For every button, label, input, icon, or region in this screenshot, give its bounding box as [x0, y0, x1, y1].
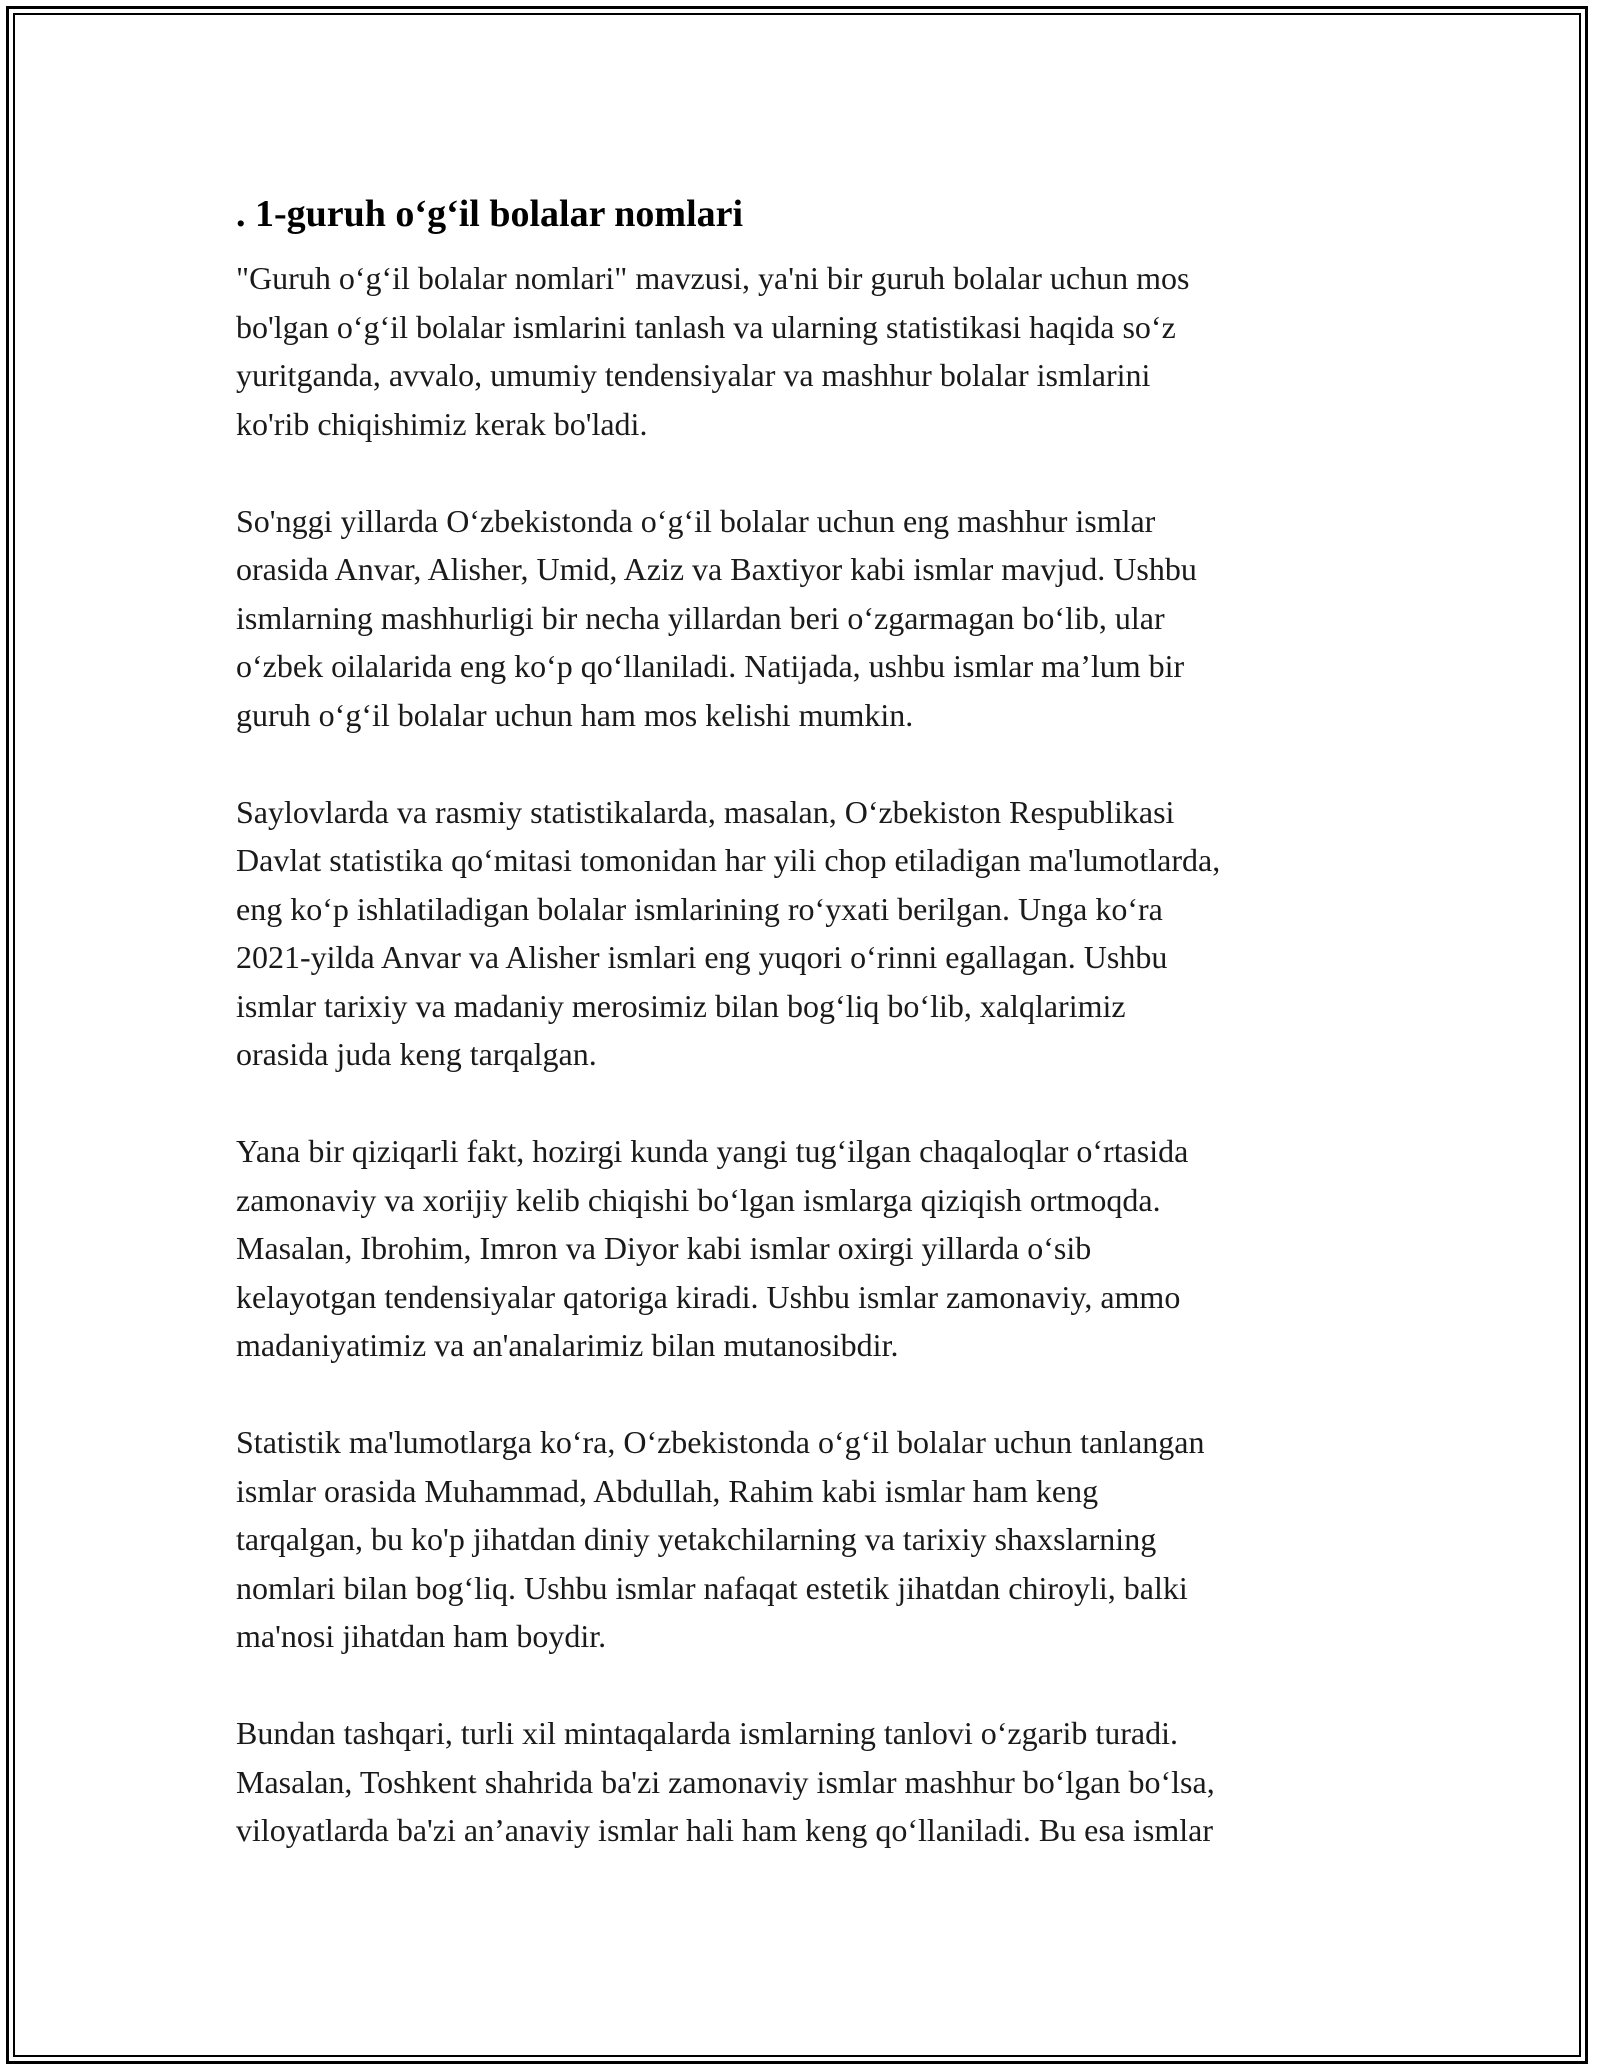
text-line: bo'lgan o‘g‘il bolalar ismlarini tanlash va ularning statistikasi haqida so‘z [236, 308, 1176, 345]
text-line: ko'rib chiqishimiz kerak bo'ladi. [236, 405, 648, 442]
text-line: nomlari bilan bog‘liq. Ushbu ismlar nafaqat estetik jihatdan chiroyli, balki [236, 1569, 1188, 1606]
text-line: yuritganda, avvalo, umumiy tendensiyalar va mashhur bolalar ismlarini [236, 357, 1151, 393]
paragraph-3 [236, 788, 1376, 1079]
text-line: orasida juda keng tarqalgan. [236, 1036, 597, 1072]
paragraph-1 [236, 254, 1376, 448]
paragraph-4 [236, 1127, 1376, 1370]
paragraph-6 [236, 1709, 1376, 1855]
text-line: Yana bir qiziqarli fakt, hozirgi kunda yangi tug‘ilgan chaqaloqlar o‘rtasida [236, 1133, 1189, 1169]
paragraph-2 [236, 497, 1376, 740]
text-line: ismlarning mashhurligi bir necha yillardan beri o‘zgarmagan bo‘lib, ular [236, 599, 1165, 636]
text-line: Statistik ma'lumotlarga ko‘ra, O‘zbekistonda o‘g‘il bolalar uchun tanlangan [236, 1424, 1205, 1460]
text-line: ismlar orasida Muhammad, Abdullah, Rahim kabi ismlar ham keng [236, 1472, 1099, 1509]
text-line: zamonaviy va xorijiy kelib chiqishi bo‘lgan ismlarga qiziqish ortmoqda. [236, 1181, 1161, 1218]
text-line: Saylovlarda va rasmiy statistikalarda, masalan, O‘zbekiston Respublikasi [236, 793, 1175, 830]
text-line: viloyatlarda ba'zi an’anaviy ismlar hali ham keng qo‘llaniladi. Bu esa ismlar [236, 1812, 1214, 1848]
document-body [236, 186, 1376, 1903]
text-line: eng ko‘p ishlatiladigan bolalar ismlarining ro‘yxati berilgan. Unga ko‘ra [236, 890, 1163, 927]
text-line: ma'nosi jihatdan ham boydir. [236, 1618, 607, 1654]
text-line: 2021-yilda Anvar va Alisher ismlari eng yuqori o‘rinni egallagan. Ushbu [236, 939, 1168, 975]
document-title: . 1-guruh o‘g‘il bolalar nomlari [236, 193, 744, 235]
text-line: "Guruh o‘g‘il bolalar nomlari" mavzusi, ya'ni bir guruh bolalar uchun mos [236, 260, 1190, 296]
text-line: Bundan tashqari, turli xil mintaqalarda ismlarning tanlovi o‘zgarib turadi. [236, 1715, 1178, 1751]
text-line: kelayotgan tendensiyalar qatoriga kiradi. Ushbu ismlar zamonaviy, ammo [236, 1278, 1181, 1315]
paragraph-5 [236, 1418, 1376, 1661]
text-line: tarqalgan, bu ko'p jihatdan diniy yetakchilarning va tarixiy shaxslarning [236, 1521, 1157, 1557]
text-line: orasida Anvar, Alisher, Umid, Aziz va Baxtiyor kabi ismlar mavjud. Ushbu [236, 551, 1197, 587]
text-line: So'nggi yillarda O‘zbekistonda o‘g‘il bolalar uchun eng mashhur ismlar [236, 502, 1156, 539]
text-line: o‘zbek oilalarida eng ko‘p qo‘llaniladi. Natijada, ushbu ismlar ma’lum bir [236, 648, 1185, 684]
text-line: madaniyatimiz va an'analarimiz bilan mutanosibdir. [236, 1327, 899, 1363]
text-line: Masalan, Ibrohim, Imron va Diyor kabi ismlar oxirgi yillarda o‘sib [236, 1230, 1092, 1266]
text-line: Masalan, Toshkent shahrida ba'zi zamonaviy ismlar mashhur bo‘lgan bo‘lsa, [236, 1763, 1215, 1800]
text-line: ismlar tarixiy va madaniy merosimiz bilan bog‘liq bo‘lib, xalqlarimiz [236, 987, 1126, 1024]
text-line: guruh o‘g‘il bolalar uchun ham mos kelishi mumkin. [236, 696, 914, 733]
text-line: Davlat statistika qo‘mitasi tomonidan har yili chop etiladigan ma'lumotlarda, [236, 842, 1221, 878]
